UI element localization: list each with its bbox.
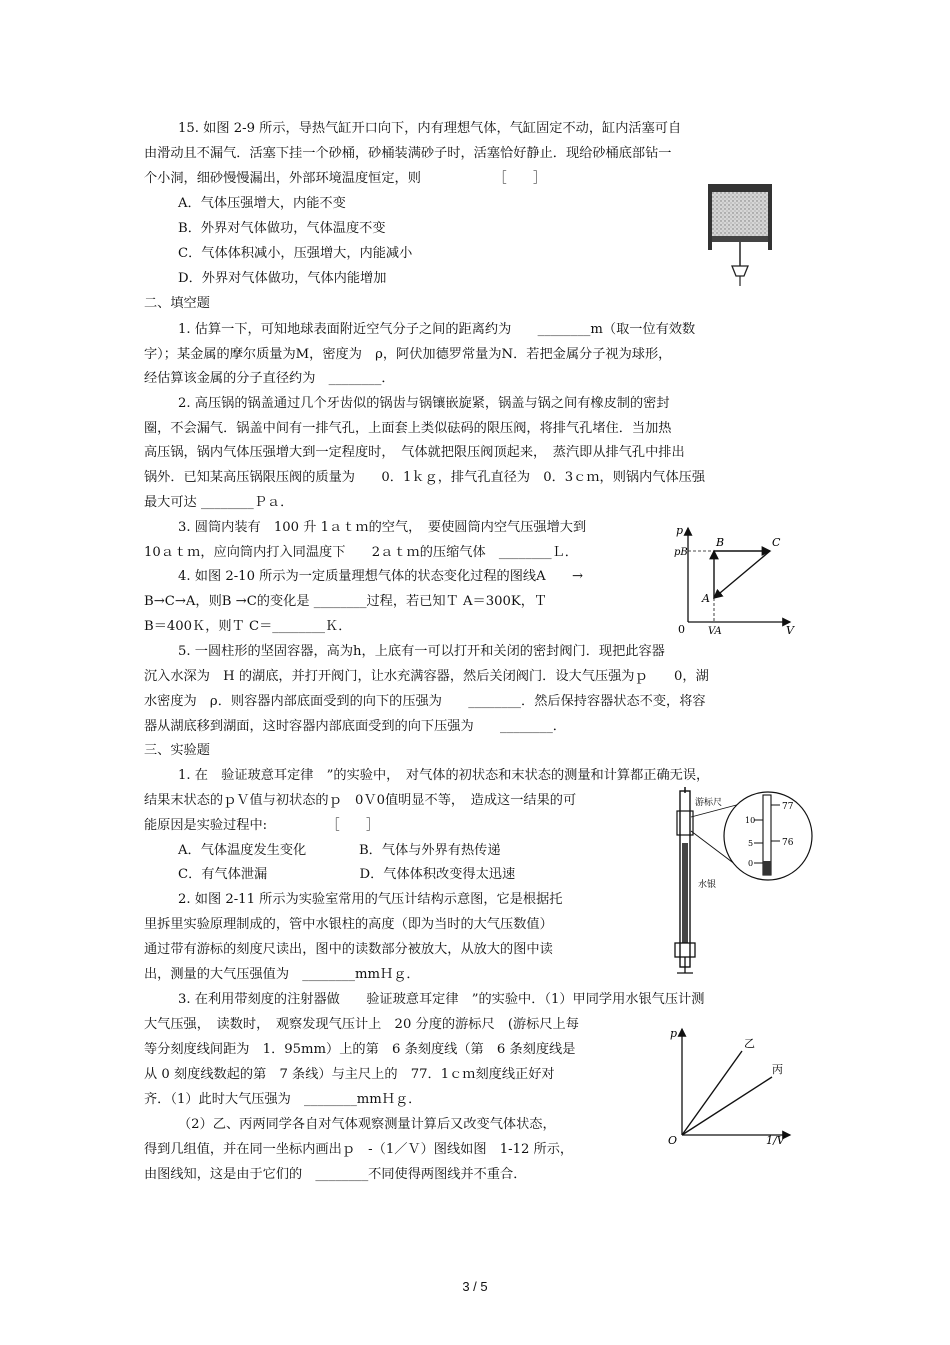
figure-2-10-pv-diagram (672, 522, 800, 637)
tick-0: 0 (748, 859, 754, 868)
figure-2-11-barometer (660, 783, 820, 978)
q15-line-3: 个小洞，细砂慢慢漏出，外部环境温度恒定，则 ［ ］ (144, 171, 547, 186)
q15-option-b: B．外界对气体做功，气体温度不变 (178, 221, 386, 236)
exp-q1-line-3: 能原因是实验过程中: ［ ］ (144, 818, 380, 833)
label-yi: 乙 (744, 1037, 755, 1050)
gas-region (712, 192, 768, 236)
mercury-top (763, 861, 771, 875)
figure-1-12-p-inv-v (666, 1023, 796, 1145)
exp-q2-line-1: 2. 如图 2-11 所示为实验室常用的气压计结构示意图，它是根据托 (178, 892, 563, 907)
fill-q5-line-3: 水密度为 ρ．则容器内部底面受到的向下的压强为 ________．然后保持容器状态不变，将容 (144, 694, 706, 709)
label-bing: 丙 (772, 1063, 783, 1076)
q15-option-c: C．气体体积减小，压强增大，内能减小 (178, 246, 413, 261)
exp-q1-options-ab: A．气体温度发生变化 B．气体与外界有热传递 (178, 843, 501, 858)
tick-77: 77 (782, 802, 794, 812)
line-yi (682, 1051, 742, 1135)
exp-q3-line-4: 从 0 刻度线数起的第 7 条线）与主尺上的 77．1ｃｍ刻度线正好对 (144, 1067, 555, 1082)
fill-q5-line-2: 沉入水深为 H 的湖底，并打开阀门，让水充满容器，然后关闭阀门．设大气压强为ｐ 0，湖 (144, 669, 709, 684)
tick-10: 10 (745, 816, 756, 825)
fill-q2-line-1: 2. 高压锅的锅盖通过几个牙齿似的锅齿与锅镶嵌旋紧，锅盖与锅之间有橡皮制的密封 (178, 396, 670, 411)
exp-q3-line-7: 得到几组值，并在同一坐标内画出ｐ -（1／Ｖ）图线如图 1-12 所示， (144, 1142, 574, 1157)
fill-q2-line-4: 锅外．已知某高压锅限压阀的质量为 0．1ｋｇ，排气孔直径为 0．3ｃｍ，则锅内气体压强 (144, 470, 706, 485)
exp-q3-line-6: （2）乙、丙两同学各自对气体观察测量计算后又改变气体状态， (178, 1117, 556, 1132)
fill-q2-line-5: 最大可达 ________Ｐａ． (144, 495, 294, 510)
piston (712, 236, 768, 242)
tick-76: 76 (782, 838, 794, 848)
label-vernier: 游标尺 (695, 798, 723, 808)
mercury-column (682, 843, 688, 943)
q15-option-d: D．外界对气体做功，气体内能增加 (178, 271, 387, 286)
tick-5: 5 (748, 839, 754, 848)
fill-q4-line-1: 4. 如图 2-10 所示为一定质量理想气体的状态变化过程的图线A → (178, 569, 584, 584)
label-v: V (786, 624, 794, 637)
fill-q1-line-3: 经估算该金属的分子直径约为 ________． (144, 371, 395, 386)
label-origin-112: O (668, 1134, 678, 1145)
fill-q1-line-1: 1. 估算一下，可知地球表面附近空气分子之间的距离约为 ________m（取一位有效数 (178, 322, 696, 337)
fill-q1-line-2: 字）；某金属的摩尔质量为M，密度为 ρ，阿伏加德罗常量为N．若把金属分子视为球形， (144, 347, 672, 362)
sand-bucket (732, 266, 748, 276)
exp-q3-line-3: 等分刻度线间距为 1．95mm）上的第 6 条刻度线（第 6 条刻度线是 (144, 1042, 576, 1057)
fill-q4-line-2: B→C→A，则B →C的变化是 ________过程，若已知Ｔ A＝300K，Ｔ (144, 594, 548, 609)
exp-q1-line-1: 1. 在 验证玻意耳定律 ”的实验中， 对气体的初状态和末状态的测量和计算都正确无误， (178, 768, 710, 783)
label-p: p (676, 524, 684, 537)
exp-q1-line-2: 结果末状态的ｐＶ值与初状态的ｐ 0Ｖ0值明显不等， 造成这一结果的可 (144, 793, 577, 808)
label-va: VA (708, 626, 722, 637)
exp-q3-line-8: 由图线知，这是由于它们的 ________不同使得两图线并不重合． (144, 1167, 527, 1182)
exp-q3-line-2: 大气压强， 读数时， 观察发现气压计上 20 分度的游标尺 (游标尺上每 (144, 1017, 579, 1032)
cylinder-top (708, 184, 772, 192)
page-number: 3 / 5 (462, 1279, 488, 1294)
exp-q2-line-2: 里拆里实验原理制成的，管中水银柱的高度（即为当时的大气压数值） (144, 917, 553, 932)
exp-q2-line-3: 通过带有游标的刻度尺读出，图中的读数部分被放大，从放大的图中读 (144, 942, 553, 957)
fill-q2-line-2: 圈，不会漏气．锅盖中间有一排气孔，上面套上类似砝码的限压阀，将排气孔堵住．当加热 (144, 421, 672, 436)
figure-2-9-cylinder (700, 180, 780, 300)
line-bing (682, 1077, 772, 1135)
fill-q3-line-1: 3. 圆筒内装有 100 升 1ａｔｍ的空气， 要使圆筒内空气压强增大到 (178, 520, 587, 535)
exp-q3-line-5: 齐．（1）此时大气压强为 ________mmＨｇ． (144, 1092, 422, 1107)
label-b: B (716, 536, 725, 549)
exp-q2-line-4: 出，测量的大气压强值为 ________mmＨｇ． (144, 967, 420, 982)
label-a: A (702, 592, 710, 605)
cylinder-right-wall (768, 192, 772, 250)
fill-q4-line-3: B＝400Ｋ，则Ｔ C＝________Ｋ． (144, 619, 352, 634)
exp-q1-options-cd: C．有气体泄漏 D．气体体积改变得太迅速 (178, 867, 516, 882)
label-p-112: p (670, 1027, 678, 1040)
fill-q2-line-3: 高压锅，锅内气体压强增大到一定程度时， 气体就把限压阀顶起来， 蒸汽即从排气孔中排出 (144, 445, 685, 460)
q15-line-2: 由滑动且不漏气．活塞下挂一个砂桶，砂桶装满砂子时，活塞恰好静止．现给砂桶底部钻一 (144, 146, 672, 161)
label-mercury: 水银 (698, 880, 717, 890)
label-pb: pB (674, 547, 688, 558)
q15-option-a: A．气体压强增大，内能不变 (178, 196, 346, 211)
q15-line-1: 15. 如图 2-9 所示，导热气缸开口向下，内有理想气体，气缸固定不动，缸内活塞可自 (178, 121, 682, 136)
fill-q5-line-1: 5. 一圆柱形的坚固容器，高为h，上底有一可以打开和关闭的密封阀门．现把此容器 (178, 644, 665, 659)
section-experiment: 三、实验题 (144, 743, 210, 758)
section-fill-in: 二、填空题 (144, 296, 210, 311)
fill-q5-line-4: 器从湖底移到湖面，这时容器内部底面受到的向下压强为 ________． (144, 719, 566, 734)
exp-q3-line-1: 3. 在利用带刻度的注射器做 验证玻意耳定律 ”的实验中．（1）甲同学用水银气压计测 (178, 992, 705, 1007)
reservoir (675, 943, 695, 957)
cylinder-left-wall (708, 192, 712, 250)
fill-q3-line-2: 10ａｔｍ，应向筒内打入同温度下 2ａｔｍ的压缩气体 ________Ｌ． (144, 545, 578, 560)
segment-c-a (714, 551, 770, 598)
label-inv-v: 1/V (766, 1134, 785, 1145)
label-origin: 0 (678, 623, 685, 636)
label-c: C (772, 536, 781, 549)
